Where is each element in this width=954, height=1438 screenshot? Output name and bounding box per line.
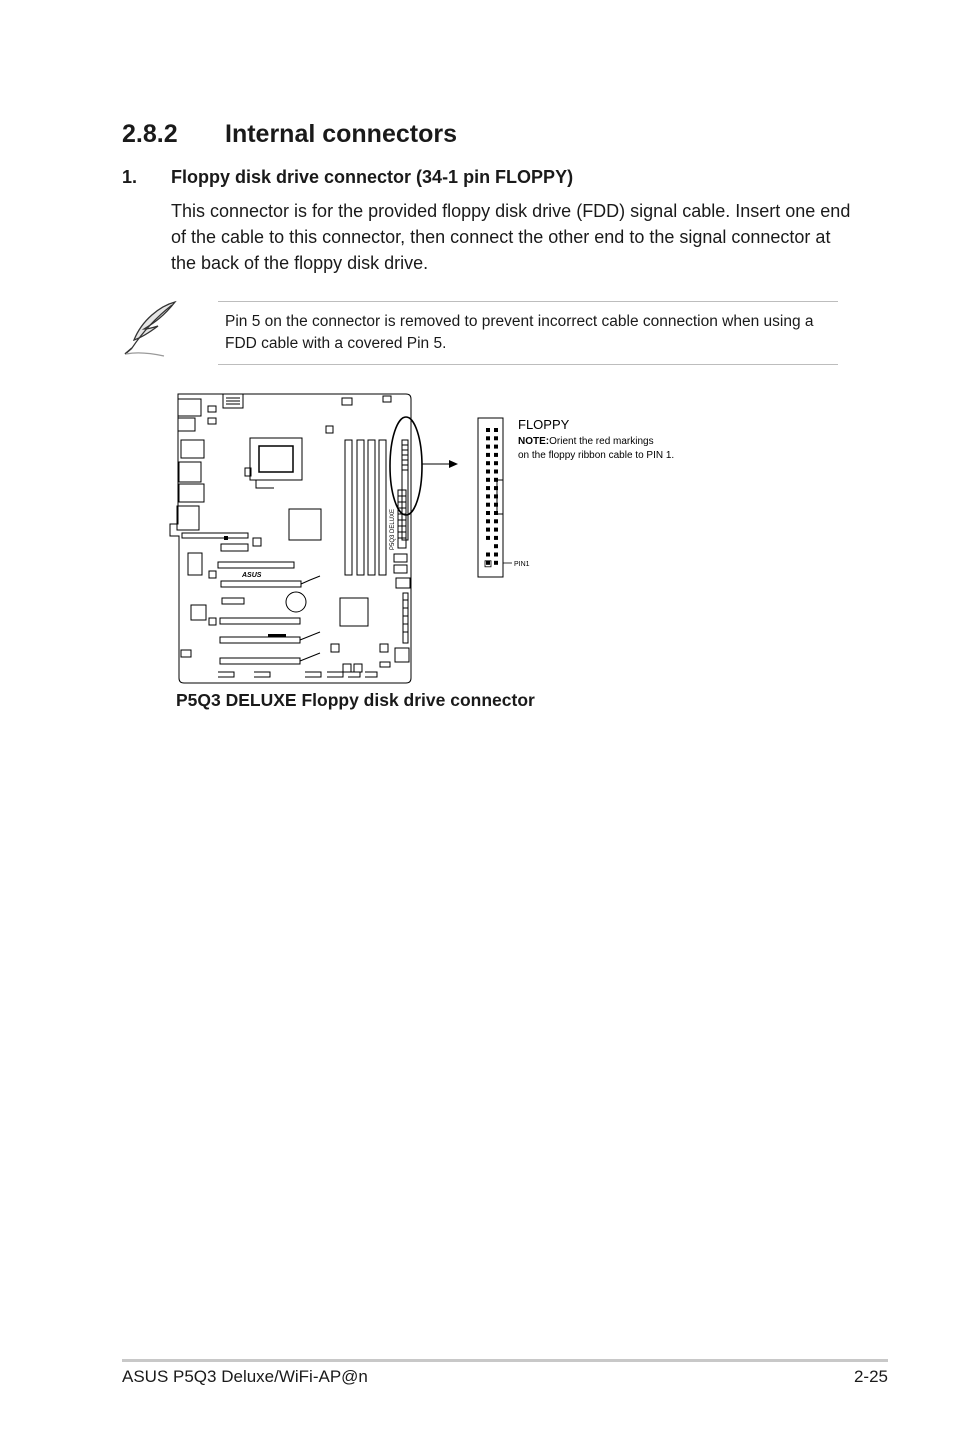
rear-io-port [178,418,195,431]
cpu-socket [250,438,302,480]
floppy-pin [494,453,498,457]
floppy-pin [486,536,490,540]
dimm-slot [379,440,386,575]
cpu-socket-inner [259,446,293,472]
floppy-pin [486,494,490,498]
atx12v-pins [226,398,240,404]
dimm-slot [368,440,375,575]
small-component [224,536,228,540]
cpu-lever [256,480,274,488]
floppy-pin [494,436,498,440]
section-heading [122,120,457,149]
floppy-pin [494,445,498,449]
small-component [380,644,388,652]
pci-slot [220,658,300,664]
floppy-pin [486,428,490,432]
floppy-pin [486,478,490,482]
floppy-pin [494,544,498,548]
note-line-2: on the floppy ribbon cable to PIN 1. [518,450,675,461]
pcie-x16-slot [218,562,294,568]
floppy-pin [494,536,498,540]
small-component [380,662,390,667]
floppy-pin [494,478,498,482]
floppy-pin [486,453,490,457]
small-component [331,644,339,652]
item-number: 1. [122,167,138,187]
floppy-pin-grid [485,428,498,567]
small-component [222,598,244,604]
floppy-pin [494,461,498,465]
slot-latch [300,653,320,661]
footer-manual-title: ASUS P5Q3 Deluxe/WiFi-AP@n [122,1367,368,1386]
floppy-pin [494,503,498,507]
southbridge-chip [340,598,368,626]
small-component [188,553,202,575]
floppy-pin [494,428,498,432]
small-component [326,426,333,433]
note-prefix: NOTE: [518,436,550,447]
floppy-pin [494,528,498,532]
note-rule-top [218,301,838,302]
slot-latch [301,576,320,584]
floppy-pin [486,511,490,515]
floppy-pin [494,511,498,515]
sata-port [396,578,410,588]
small-component [342,398,352,405]
board-floppy-pins [402,445,408,470]
small-component [181,650,191,657]
small-component [208,418,216,424]
slot-marker [268,634,286,637]
floppy-pin [494,470,498,474]
section-number: 2.8.2 [122,120,178,148]
floppy-pin [486,528,490,532]
item-body: This connector is for the provided floppy disk drive (FDD) signal cable. Insert one end of the cable to this connector, then connect the other end to the signal connector at the back of the floppy disk drive. [171,201,851,273]
small-component [343,664,351,672]
pin1-label: PIN1 [514,561,530,568]
note-line-1: Orient the red markings [549,436,654,447]
floppy-pin [486,445,490,449]
small-component [395,648,409,662]
pointer-arrowhead [449,460,458,468]
rear-io-port [179,484,204,502]
motherboard-diagram [160,388,720,688]
floppy-pin [494,553,498,557]
floppy-pin [486,486,490,490]
pci-slot [220,637,300,643]
rear-io-port [177,506,199,530]
board-brand-logo: ASUS [242,572,262,579]
floppy-pin [486,436,490,440]
small-component [354,664,362,672]
sata-port [394,565,407,573]
small-component [253,538,261,546]
pcie-x1-slot [182,533,248,538]
connector-label: FLOPPY [518,417,570,432]
note-rule-bottom [218,364,838,365]
rear-io-port [179,462,201,482]
floppy-pin [494,519,498,523]
feather-pen-icon [120,298,182,358]
small-component [221,544,248,551]
floppy-pin [486,461,490,465]
sata-port [394,554,407,562]
cmos-battery [286,592,306,612]
northbridge-chip [289,509,321,540]
rear-io-port [181,440,204,458]
small-component [209,618,216,625]
floppy-pin [486,553,490,557]
floppy-pin [494,561,498,565]
floppy-connector-outline [478,418,503,577]
pci-slot [221,581,301,587]
small-component [209,571,216,578]
floppy-pin [486,561,490,565]
floppy-pin [494,494,498,498]
dimm-slot [357,440,364,575]
small-component [208,406,216,412]
svg-text:NOTE:Orient the red markings [518,436,654,447]
floppy-pin [486,519,490,523]
rear-io-port [178,399,201,416]
item-heading [122,167,573,188]
section-title: Internal connectors [225,120,457,148]
pcie-x16-slot [220,618,300,624]
floppy-pin [494,486,498,490]
dimm-slot [345,440,352,575]
item-title: Floppy disk drive connector (34-1 pin FLOPPY) [171,167,574,187]
footer-rule [122,1359,888,1362]
note-text: Pin 5 on the connector is removed to prevent incorrect cable connection when using a FDD cable with a covered Pin 5. [225,313,814,352]
floppy-pin [486,470,490,474]
ide-connector-pins [403,600,408,632]
floppy-pin [486,503,490,507]
diagram-caption: P5Q3 DELUXE Floppy disk drive connector [176,690,535,710]
bottom-headers [218,672,377,677]
slot-latch [300,632,320,640]
small-component [383,396,391,402]
footer-page-number: 2-25 [853,1367,888,1386]
board-model-label: P5Q3 DELUXE [390,508,396,550]
small-component [191,605,206,620]
